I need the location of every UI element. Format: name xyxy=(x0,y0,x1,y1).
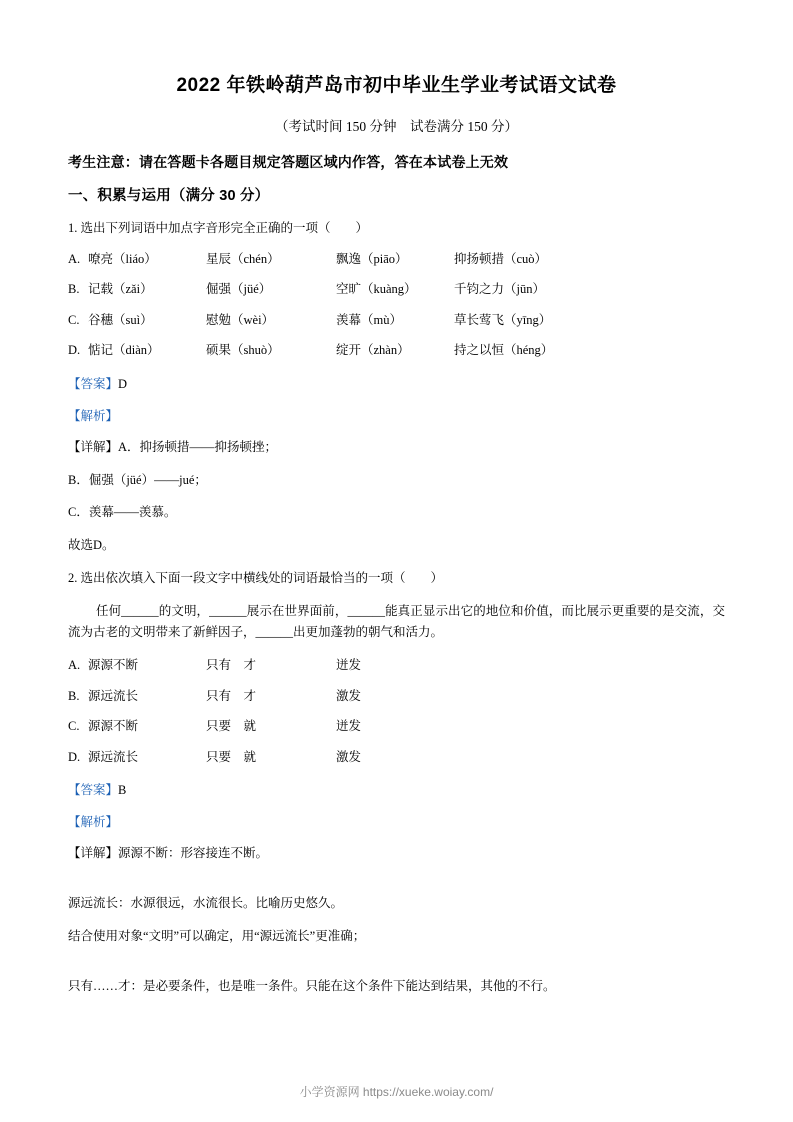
question-2-option-d xyxy=(68,749,725,767)
option-text: 绽开（zhàn） xyxy=(336,343,410,358)
option-text: 硕果（shuò） xyxy=(206,343,280,358)
question-1-stem: 1. 选出下列词语中加点字音形完全正确的一项（ ） xyxy=(68,221,369,235)
answer-tag: 【答案】 xyxy=(68,783,119,798)
exam-info: （考试时间 150 分钟 试卷满分 150 分） xyxy=(275,119,518,134)
option-text: 嘹亮（liáo） xyxy=(88,251,157,266)
footer-watermark: 小学资源网 https://xueke.woiay.com/ xyxy=(299,1085,494,1099)
option-text: 抑扬顿措（cuò） xyxy=(454,251,548,266)
option-text: 只要 就 xyxy=(206,749,257,764)
option-text: 只有 才 xyxy=(206,688,257,703)
question-2-extra-line-2: 结合使用对象“文明”可以确定，用“源远流长”更准确； xyxy=(68,929,366,943)
question-2-option-b xyxy=(68,688,725,706)
candidate-notice: 考生注意：请在答题卡各题目规定答题区域内作答，答在本试卷上无效 xyxy=(68,154,509,170)
option-text: 源远流长 xyxy=(88,749,139,764)
option-label: B. xyxy=(68,282,80,297)
option-text: 慰勉（wèi） xyxy=(206,312,275,327)
option-text: 羡幕（mù） xyxy=(336,312,402,327)
option-text: 惦记（diàn） xyxy=(88,343,160,358)
option-text: 迸发 xyxy=(336,719,362,734)
option-label: D. xyxy=(68,343,81,358)
option-label: C. xyxy=(68,719,80,734)
option-text: 谷穗（suì） xyxy=(88,312,153,327)
question-1-option-c xyxy=(68,312,725,330)
option-text: 草长莺飞（yīng） xyxy=(454,312,552,327)
option-text: 空旷（kuàng） xyxy=(336,282,417,297)
question-1-detail-line-2: B．倔强（jüé）——jué； xyxy=(68,472,207,487)
answer-tag: 【答案】 xyxy=(68,376,119,391)
option-text: 激发 xyxy=(336,749,362,764)
question-2-option-a xyxy=(68,657,725,675)
question-2-extra-line-3: 只有……才：是必要条件，也是唯一条件。只能在这个条件下能达到结果，其他的不行。 xyxy=(68,979,556,993)
question-2-option-c xyxy=(68,718,725,736)
option-text: 源源不断 xyxy=(88,658,139,673)
question-2-analysis-tag: 【解析】 xyxy=(68,815,119,830)
option-text: 千钧之力（jūn） xyxy=(454,282,545,297)
question-2-stem: 2. 选出依次填入下面一段文字中横线处的词语最恰当的一项（ ） xyxy=(68,570,444,585)
question-2-answer xyxy=(68,780,725,798)
question-1-option-a xyxy=(68,251,725,269)
option-text: 激发 xyxy=(336,688,362,703)
option-text: 源远流长 xyxy=(88,688,139,703)
option-text: 记载（zǎi） xyxy=(88,282,153,297)
option-label: D. xyxy=(68,749,81,764)
question-1-detail-line-1: 【详解】A．抑扬顿措——抑扬顿挫； xyxy=(68,439,278,454)
question-1-answer xyxy=(68,374,725,392)
option-text: 只有 才 xyxy=(206,658,257,673)
option-text: 只要 就 xyxy=(206,719,257,734)
question-2-detail-line: 【详解】源源不断：形容接连不断。 xyxy=(68,846,269,861)
answer-value: D xyxy=(118,376,128,391)
option-text: 星辰（chén） xyxy=(206,251,280,266)
option-label: A. xyxy=(68,658,81,673)
option-label: A. xyxy=(68,251,81,266)
question-1-analysis-tag: 【解析】 xyxy=(68,408,119,423)
answer-value: B xyxy=(118,783,127,798)
option-label: C. xyxy=(68,312,80,327)
section-heading: 一、积累与运用（满分 30 分） xyxy=(68,188,270,204)
question-2-extra-line-1: 源远流长：水源很远，水流很长。比喻历史悠久。 xyxy=(68,896,344,910)
option-text: 飘逸（piāo） xyxy=(336,251,408,266)
question-2-passage: 任何______的文明，______展示在世界面前，______能真正显示出它的地位和价值，而比展示更重要的是交流，交流为古老的文明带来了新鲜因子，______出更加蓬勃的朝气和活力。 xyxy=(68,603,725,640)
option-text: 倔强（jüé） xyxy=(206,282,272,297)
question-1-detail-line-4: 故选D。 xyxy=(68,538,115,552)
option-text: 源源不断 xyxy=(88,719,139,734)
option-label: B. xyxy=(68,688,80,703)
option-text: 迸发 xyxy=(336,658,362,673)
question-1-option-d xyxy=(68,342,725,360)
question-1-option-b xyxy=(68,281,725,299)
page-title: 2022 年铁岭葫芦岛市初中毕业生学业考试语文试卷 xyxy=(176,75,617,96)
option-text: 持之以恒（héng） xyxy=(454,343,554,358)
question-1-detail-line-3: C．羡幕——羡慕。 xyxy=(68,505,177,520)
